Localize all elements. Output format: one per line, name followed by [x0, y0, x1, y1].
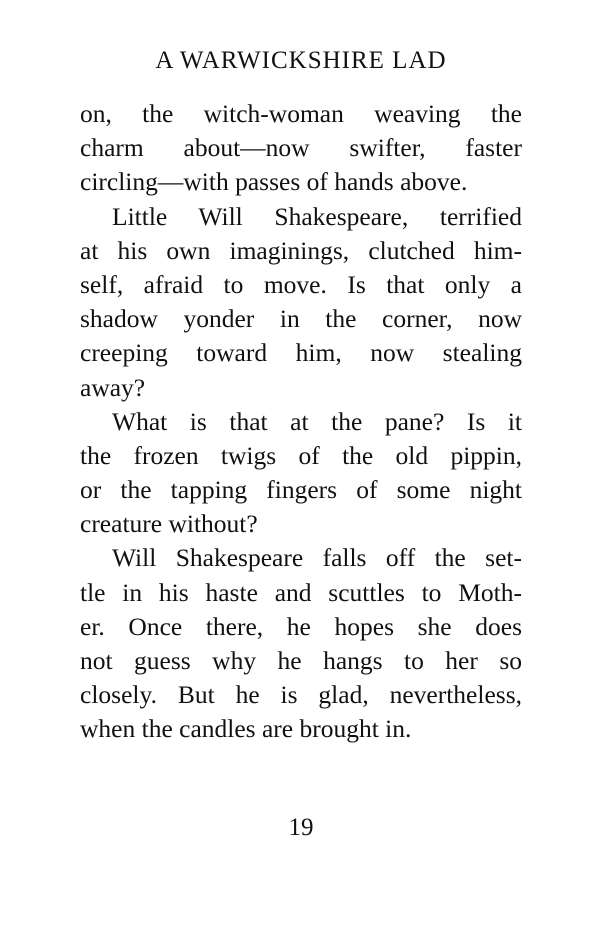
text-line: the frozen twigs of the old pippin,: [80, 440, 522, 470]
text-line: at his own imaginings, clutched him-: [80, 235, 522, 265]
text-line: when the candles are brought in.: [80, 714, 412, 744]
page-number: 19: [288, 814, 314, 841]
text-line: not guess why he hangs to her so: [80, 646, 522, 675]
running-head: A WARWICKSHIRE LAD: [155, 47, 447, 74]
text-line: circling—with passes of hands above.: [80, 167, 468, 197]
text-line: creeping toward him, now stealing: [80, 338, 522, 368]
text-line: What is that at the pane? Is it: [112, 406, 522, 436]
text-line: Will Shakespeare falls off the set-: [112, 543, 522, 573]
text-line: away?: [80, 372, 146, 402]
text-line: charm about—now swifter, faster: [80, 133, 522, 163]
body-text: [80, 97, 522, 747]
text-line: Little Will Shakespeare, terrified: [112, 201, 522, 231]
text-line: er. Once there, he hopes she does: [80, 611, 522, 641]
text-line: self, afraid to move. Is that only a: [80, 269, 522, 299]
text-line: creature without?: [80, 509, 258, 539]
text-line: on, the witch-woman weaving the: [80, 99, 522, 128]
text-line: shadow yonder in the corner, now: [80, 304, 522, 334]
text-line: or the tapping fingers of some night: [80, 475, 522, 505]
text-line: closely. But he is glad, nevertheless,: [80, 680, 522, 710]
text-line: tle in his haste and scuttles to Moth-: [80, 577, 522, 607]
